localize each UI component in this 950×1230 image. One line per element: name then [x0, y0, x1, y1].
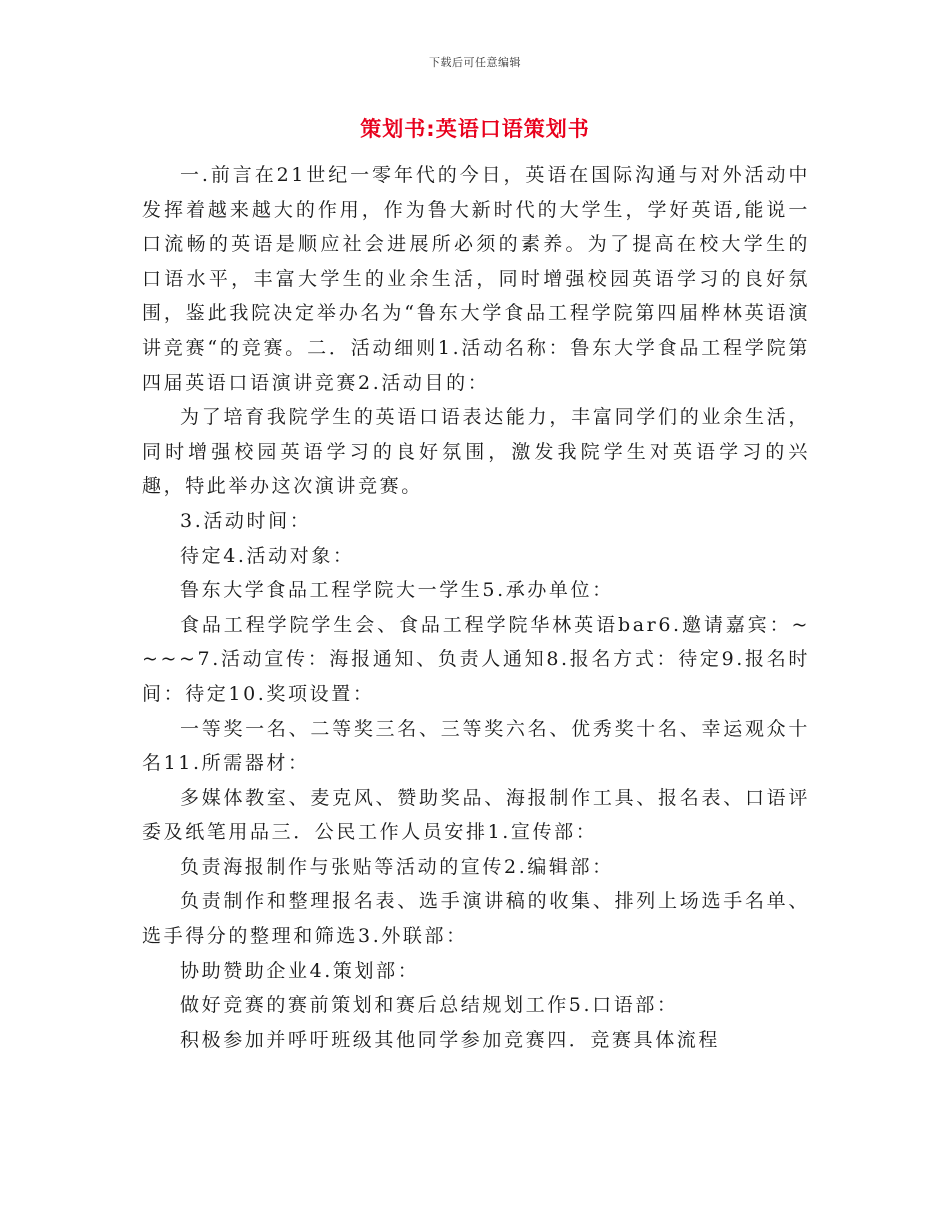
paragraph: 负责制作和整理报名表、选手演讲稿的收集、排列上场选手名单、选手得分的整理和筛选3.外联部：	[142, 890, 810, 948]
paragraph: 积极参加并呼吁班级其他同学参加竞赛四．竞赛具体流程	[180, 1028, 721, 1051]
paragraph: 做好竞赛的赛前策划和赛后总结规划工作5.口语部：	[180, 994, 679, 1017]
document-title: 策划书:英语口语策划书	[360, 117, 590, 141]
paragraph: 协助赞助企业4.策划部：	[180, 959, 420, 982]
paragraph: 多媒体教室、麦克风、赞助奖品、海报制作工具、报名表、口语评委及纸笔用品三．公民工作人员安排1.宣传部：	[142, 786, 810, 844]
paragraph: 鲁东大学食品工程学院大一学生5.承办单位：	[180, 579, 614, 602]
paragraph: 负责海报制作与张贴等活动的宣传2.编辑部：	[180, 855, 614, 878]
paragraph: 食品工程学院学生会、食品工程学院华林英语bar6.邀请嘉宾：~~~~7.活动宣传：海报通知、负责人通知8.报名方式：待定9.报名时间：待定10.奖项设置：	[142, 613, 810, 705]
header-note: 下载后可任意编辑	[429, 56, 521, 69]
paragraph: 为了培育我院学生的英语口语表达能力，丰富同学们的业余生活，同时增强校园英语学习的良好氛围，激发我院学生对英语学习的兴趣，特此举办这次演讲竞赛。	[142, 406, 810, 498]
paragraph: 一.前言在21世纪一零年代的今日，英语在国际沟通与对外活动中发挥着越来越大的作用，作为鲁大新时代的大学生，学好英语,能说一口流畅的英语是顺应社会进展所必须的素养。为了提高在校大学生的口语水平，丰富大学生的业余生活，同时增强校园英语学习的良好氛围，鉴此我院决定举办名为“鲁东大学食品工程学院第四届桦林英语演讲竞赛“的竞赛。二．活动细则1.活动名称：鲁东大学食品工程学院第四届英语口语演讲竞赛2.活动目的：	[142, 164, 810, 394]
paragraph: 一等奖一名、二等奖三名、三等奖六名、优秀奖十名、幸运观众十名11.所需器材：	[142, 717, 810, 775]
document-body	[142, 158, 810, 1057]
paragraph: 待定4.活动对象：	[180, 544, 355, 567]
paragraph: 3.活动时间：	[180, 509, 312, 532]
